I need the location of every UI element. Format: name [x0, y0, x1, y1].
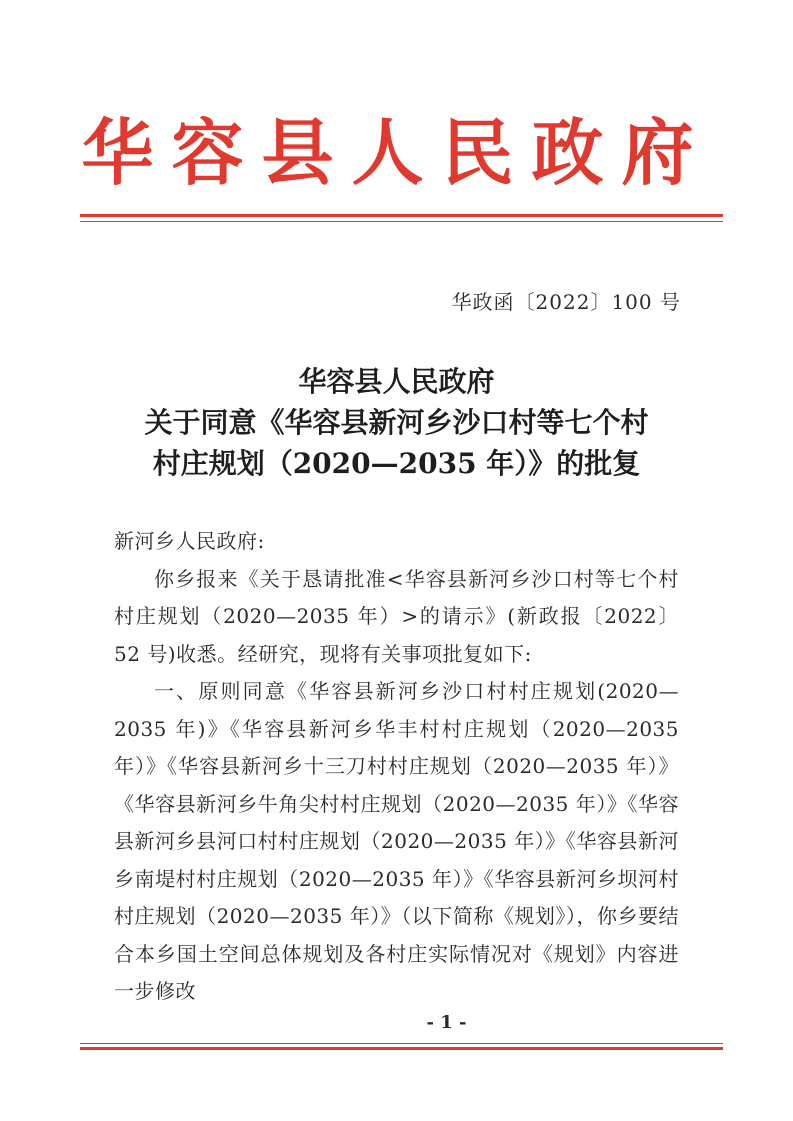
footer-rule-thick — [80, 1047, 723, 1050]
title-line-3: 村庄规划（2020—2035 年）》的批复 — [152, 447, 641, 480]
title-line-2: 关于同意《华容县新河乡沙口村等七个村 — [144, 406, 649, 439]
header-rule-thick — [80, 214, 723, 217]
title-line-1: 华容县人民政府 — [298, 365, 495, 398]
masthead-title: 华容县人民政府 — [81, 110, 712, 195]
document-number: 华政函〔2022〕100 号 — [451, 290, 681, 314]
body-paragraph-1: 你乡报来《关于恳请批准<华容县新河乡沙口村等七个村村庄规划（2020—2035 年）>的请示》(新政报〔2022〕52 号)收悉。经研究，现将有关事项批复如下: — [114, 566, 679, 666]
body-paragraph-2: 一、原则同意《华容县新河乡沙口村村庄规划(2020—2035 年)》《华容县新河乡华丰村村庄规划（2020—2035 年）》《华容县新河乡十三刀村村庄规划（2020—2035 年）》《华容县新河乡牛角尖村村庄规划（2020—2035 年）》《华容县新河乡县河口村村庄规划（2020—2035 年）》《华容县新河乡南堤村村庄规划（2020—2035 年）》《华容县新河乡坝河村村庄规划（2020—2035 年）》（以下简称《规划》），你乡要结合本乡国土空间总体规划及各村庄实际情况对《规划》内容进一步修改 — [114, 679, 679, 1003]
addressee: 新河乡人民政府: — [114, 529, 265, 553]
footer-rule-thin — [80, 1043, 723, 1044]
header-rule-thin — [80, 221, 723, 222]
document-title — [0, 361, 793, 484]
page-number: - 1 - — [426, 1012, 467, 1033]
document-body — [114, 523, 679, 1011]
